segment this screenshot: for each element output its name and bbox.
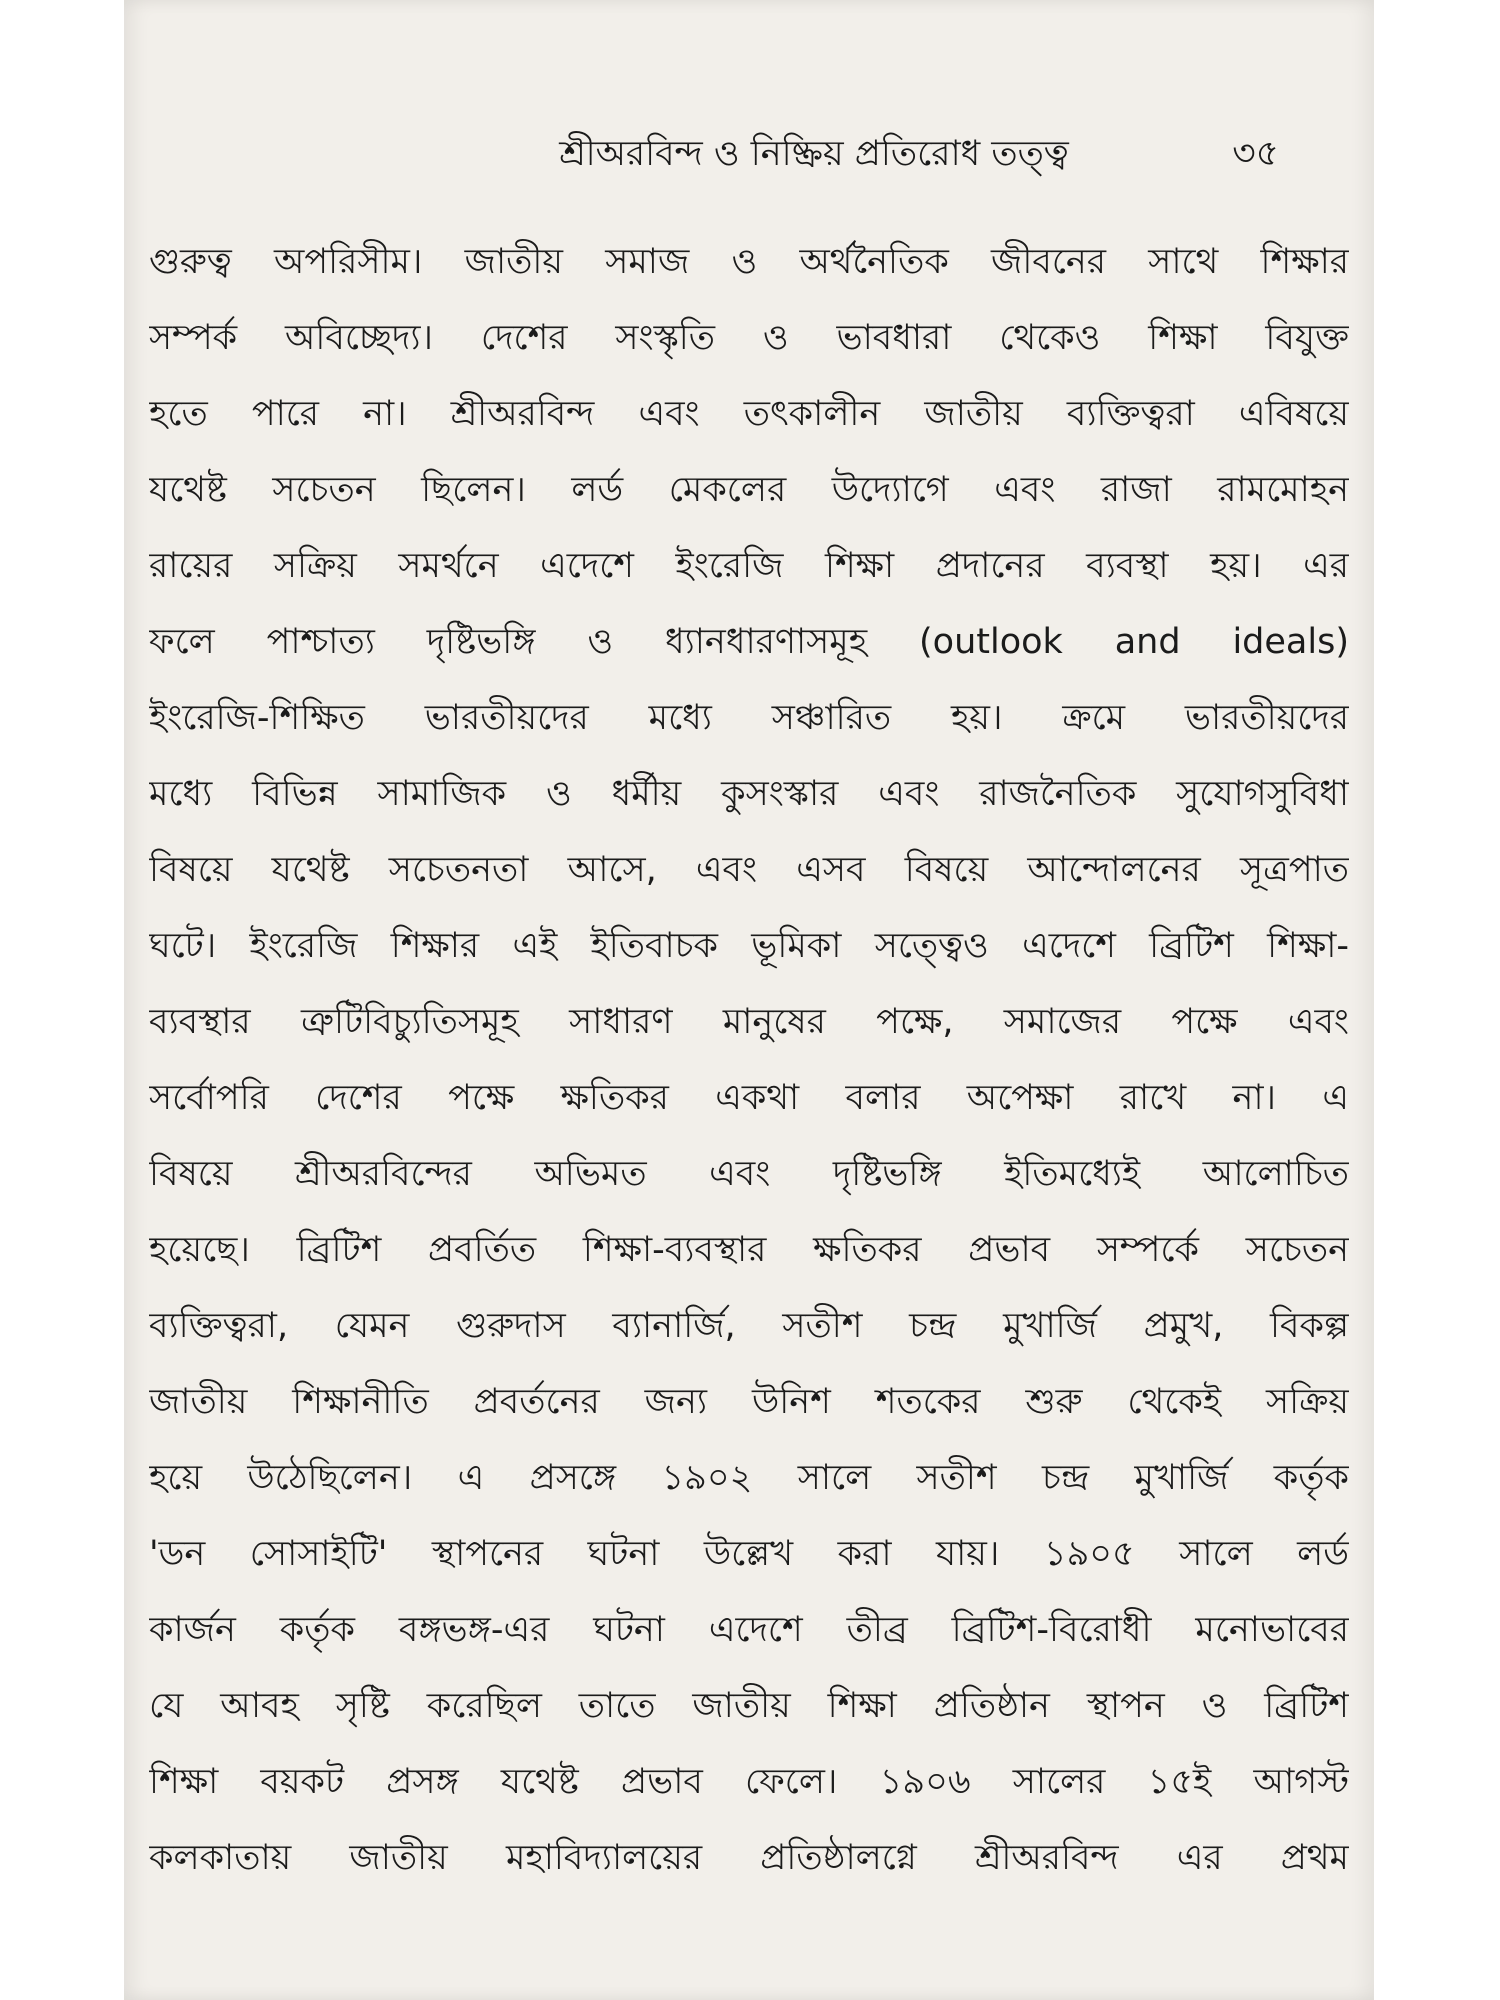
running-title: শ্রীঅরবিন্দ ও নিষ্ক্রিয় প্রতিরোধ তত্ত্ব: [559, 134, 1069, 174]
text-line-10: ঘটে। ইংরেজি শিক্ষার এই ইতিবাচক ভূমিকা সত্ত্বেও এদেশে ব্রিটিশ শিক্ষা-: [149, 926, 1349, 966]
text-line-1: গুরুত্ব অপরিসীম। জাতীয় সমাজ ও অর্থনৈতিক জীবনের সাথে শিক্ষার: [149, 242, 1349, 282]
text-line-22: কলকাতায় জাতীয় মহাবিদ্যালয়ের প্রতিষ্ঠালগ্নে শ্রীঅরবিন্দ এর প্রথম: [149, 1838, 1349, 1878]
text-line-21: শিক্ষা বয়কট প্রসঙ্গ যথেষ্ট প্রভাব ফেলে। ১৯০৬ সালের ১৫ই আগস্ট: [149, 1762, 1349, 1802]
text-line-9: বিষয়ে যথেষ্ট সচেতনতা আসে, এবং এসব বিষয়ে আন্দোলনের সূত্রপাত: [149, 850, 1349, 890]
text-line-8: মধ্যে বিভিন্ন সামাজিক ও ধর্মীয় কুসংস্কার এবং রাজনৈতিক সুযোগসুবিধা: [149, 774, 1349, 814]
text-line-12: সর্বোপরি দেশের পক্ষে ক্ষতিকর একথা বলার অপেক্ষা রাখে না। এ: [149, 1078, 1349, 1118]
text-line-11: ব্যবস্থার ত্রুটিবিচ্যুতিসমূহ সাধারণ মানুষের পক্ষে, সমাজের পক্ষে এবং: [149, 1002, 1349, 1042]
text-line-17: হয়ে উঠেছিলেন। এ প্রসঙ্গে ১৯০২ সালে সতীশ চন্দ্র মুখার্জি কর্তৃক: [149, 1458, 1349, 1498]
page-number: ৩৫: [1232, 133, 1279, 174]
text-line-14: হয়েছে। ব্রিটিশ প্রবর্তিত শিক্ষা-ব্যবস্থার ক্ষতিকর প্রভাব সম্পর্কে সচেতন: [149, 1230, 1349, 1270]
text-line-20: যে আবহ সৃষ্টি করেছিল তাতে জাতীয় শিক্ষা প্রতিষ্ঠান স্থাপন ও ব্রিটিশ: [149, 1686, 1349, 1726]
body-text: [149, 224, 1349, 1896]
text-line-19: কার্জন কর্তৃক বঙ্গভঙ্গ-এর ঘটনা এদেশে তীব্র ব্রিটিশ-বিরোধী মনোভাবের: [149, 1610, 1349, 1650]
text-line-16: জাতীয় শিক্ষানীতি প্রবর্তনের জন্য উনিশ শতকের শুরু থেকেই সক্রিয়: [149, 1382, 1349, 1422]
text-line-3: হতে পারে না। শ্রীঅরবিন্দ এবং তৎকালীন জাতীয় ব্যক্তিত্বরা এবিষয়ে: [149, 394, 1349, 434]
text-line-18: 'ডন সোসাইটি' স্থাপনের ঘটনা উল্লেখ করা যায়। ১৯০৫ সালে লর্ড: [149, 1534, 1349, 1574]
text-line-7: ইংরেজি-শিক্ষিত ভারতীয়দের মধ্যে সঞ্চারিত হয়। ক্রমে ভারতীয়দের: [149, 698, 1349, 738]
text-line-4: যথেষ্ট সচেতন ছিলেন। লর্ড মেকলের উদ্যোগে এবং রাজা রামমোহন: [149, 470, 1349, 510]
text-line-2: সম্পর্ক অবিচ্ছেদ্য। দেশের সংস্কৃতি ও ভাবধারা থেকেও শিক্ষা বিযুক্ত: [149, 318, 1349, 358]
text-line-13: বিষয়ে শ্রীঅরবিন্দের অভিমত এবং দৃষ্টিভঙ্গি ইতিমধ্যেই আলোচিত: [149, 1154, 1349, 1194]
page-header: [124, 124, 1374, 184]
text-line-6: ফলে পাশ্চাত্য দৃষ্টিভঙ্গি ও ধ্যানধারণাসমূহ (outlook and ideals): [149, 622, 1349, 662]
text-line-15: ব্যক্তিত্বরা, যেমন গুরুদাস ব্যানার্জি, সতীশ চন্দ্র মুখার্জি প্রমুখ, বিকল্প: [149, 1306, 1349, 1346]
text-line-5: রায়ের সক্রিয় সমর্থনে এদেশে ইংরেজি শিক্ষা প্রদানের ব্যবস্থা হয়। এর: [149, 546, 1349, 586]
